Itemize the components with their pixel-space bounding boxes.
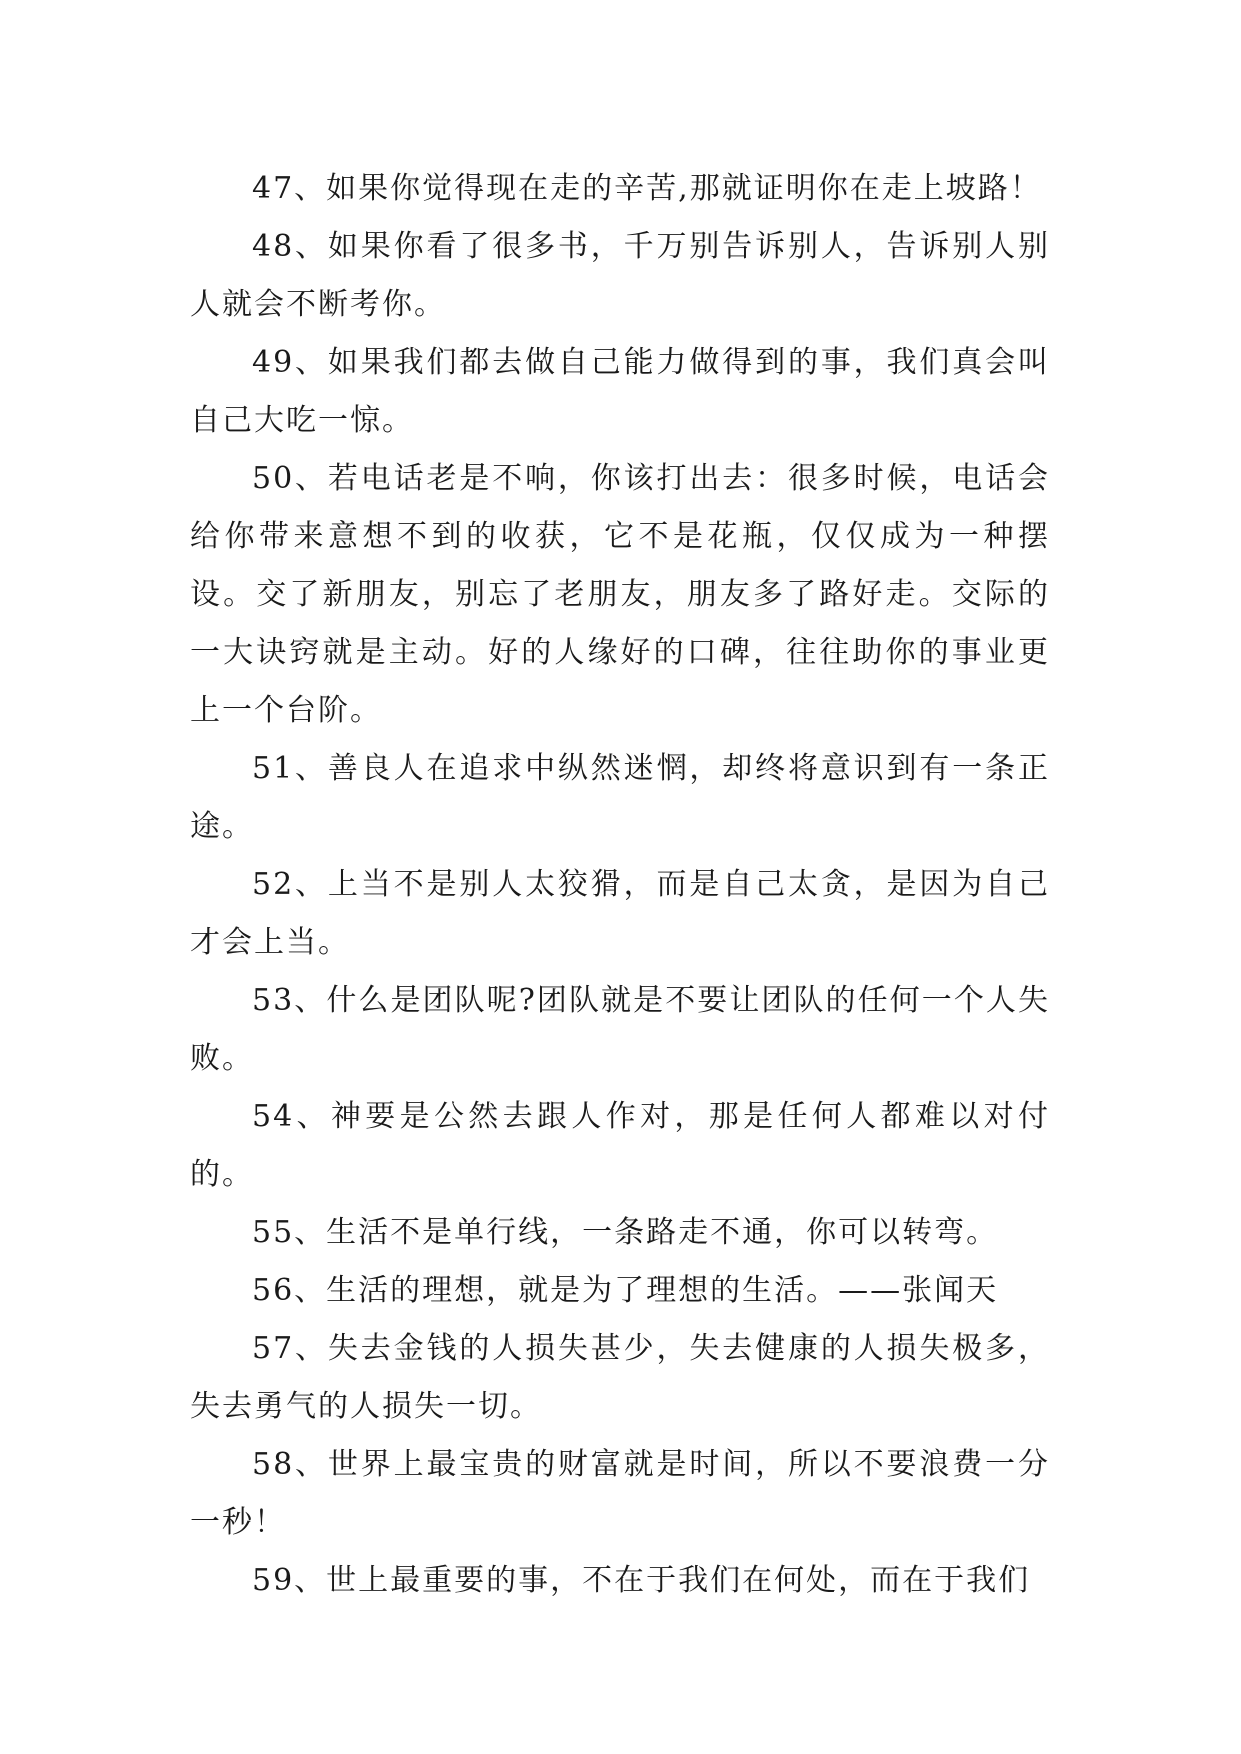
paragraph-51: 51、善良人在追求中纵然迷惘，却终将意识到有一条正途。 [190,751,1050,844]
paragraph-53: 53、什么是团队呢?团队就是不要让团队的任何一个人失败。 [190,983,1050,1076]
paragraph-48: 48、如果你看了很多书，千万别告诉别人，告诉别人别人就会不断考你。 [190,229,1050,322]
paragraph-50: 50、若电话老是不响，你该打出去：很多时候，电话会给你带来意想不到的收获，它不是花瓶，仅仅成为一种摆设。交了新朋友，别忘了老朋友，朋友多了路好走。交际的一大诀窍就是主动。好的人缘好的口碑，往往助你的事业更上一个台阶。 [190,461,1050,728]
paragraph-49: 49、如果我们都去做自己能力做得到的事，我们真会叫自己大吃一惊。 [190,345,1050,438]
paragraph-58: 58、世界上最宝贵的财富就是时间，所以不要浪费一分一秒！ [190,1447,1050,1540]
paragraph-55: 55、生活不是单行线，一条路走不通，你可以转弯。 [252,1215,999,1250]
paragraph-54: 54、神要是公然去跟人作对，那是任何人都难以对付的。 [190,1099,1050,1192]
paragraph-52: 52、上当不是别人太狡猾，而是自己太贪，是因为自己才会上当。 [190,867,1050,960]
paragraph-57: 57、失去金钱的人损失甚少，失去健康的人损失极多，失去勇气的人损失一切。 [190,1331,1050,1424]
paragraph-47: 47、如果你觉得现在走的辛苦,那就证明你在走上坡路！ [252,171,1042,206]
paragraph-59: 59、世上最重要的事，不在于我们在何处，而在于我们 [252,1563,1031,1598]
document-body [190,160,1050,1610]
paragraph-56: 56、生活的理想，就是为了理想的生活。——张闻天 [252,1273,999,1308]
